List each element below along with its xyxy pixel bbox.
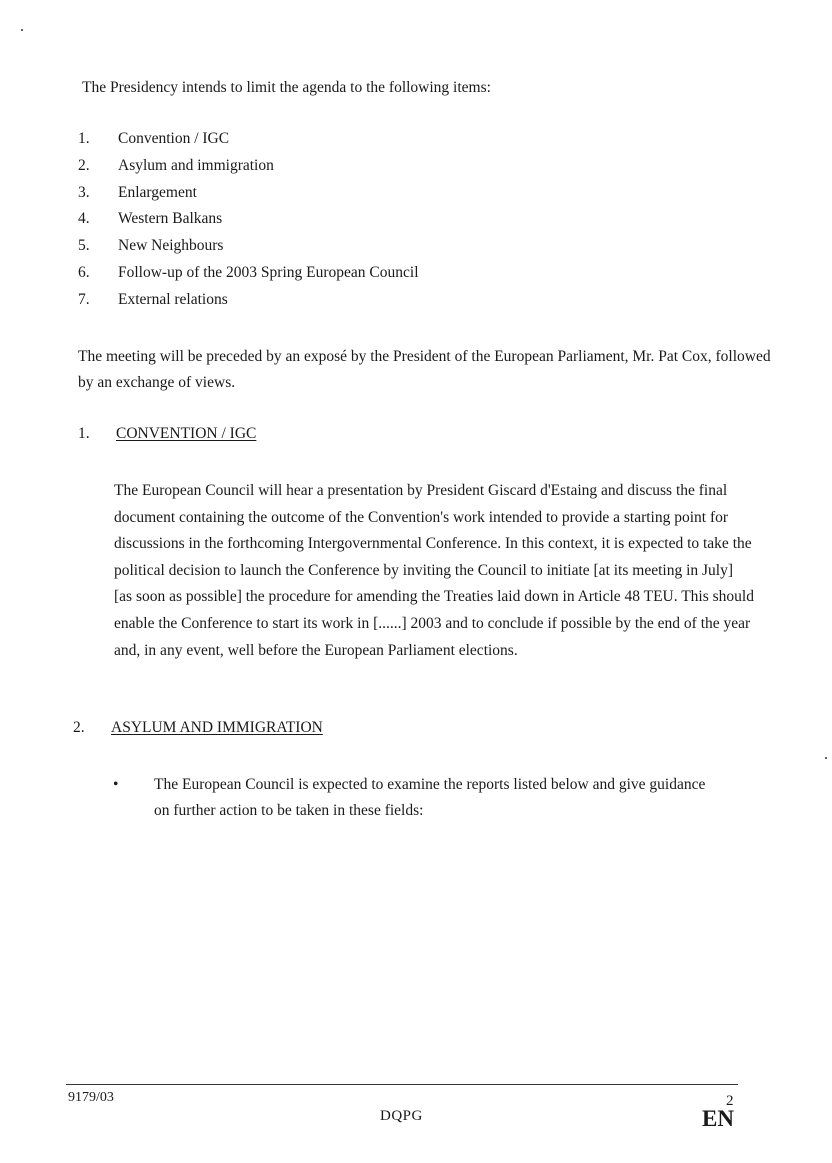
page-number: 2: [726, 1093, 734, 1109]
language-code: EN: [702, 1106, 734, 1131]
agenda-item-number: 6.: [78, 263, 90, 281]
section-title: ASYLUM AND IMMIGRATION: [111, 719, 323, 736]
convention-paragraph: The European Council will hear a presentation by President Giscard d'Estaing and discuss the final document containing the outcome of the Convention's work intended to provide a starting point for discussions in the forthcoming Intergovernmental Conference. In this context, it is expected to take the political decision to launch the Conference by inviting the Council to initiate [at its meeting in July] [as soon as possible] the procedure for amending the Treaties laid down in Article 48 TEU. This should enable the Conference to start its work in [......] 2003 and to conclude if possible by the end of the year and, in any event, well before the European Parliament elections.: [114, 482, 754, 659]
section-title: CONVENTION / IGC: [116, 425, 257, 442]
section-number: 1.: [78, 425, 90, 442]
footer-divider: [66, 1084, 738, 1085]
agenda-item-number: 1.: [78, 130, 90, 147]
agenda-item: [78, 126, 419, 153]
agenda-item-number: 2.: [78, 156, 90, 174]
preceded-paragraph: The meeting will be preceded by an exposé by the President of the European Parliament, Mr. Pat Cox, followed by an exchange of views.: [78, 348, 771, 391]
section-heading-convention: [78, 422, 256, 446]
agenda-item-number: 3.: [78, 183, 90, 201]
section-number: 2.: [73, 719, 85, 736]
agenda-item-label: Asylum and immigration: [118, 156, 274, 174]
scan-speck: [21, 29, 23, 31]
agenda-item: [78, 153, 419, 180]
agenda-item-number: 5.: [78, 237, 90, 255]
agenda-item: [78, 233, 419, 260]
agenda-item: [78, 260, 419, 287]
bullet-item: [110, 772, 710, 824]
bullet-point: •: [113, 776, 119, 793]
agenda-intro: The Presidency intends to limit the agenda to the following items:: [82, 79, 491, 96]
bullet-text: The European Council is expected to examine the reports listed below and give guidance on further action to be taken in these fields:: [154, 776, 706, 819]
department-code: DQPG: [380, 1108, 423, 1124]
agenda-item-label: Enlargement: [118, 183, 197, 201]
agenda-item-label: New Neighbours: [118, 237, 224, 255]
agenda-item: [78, 287, 419, 314]
agenda-item-label: External relations: [118, 290, 228, 308]
section-heading-asylum: [73, 716, 323, 740]
agenda-item-label: Western Balkans: [118, 210, 223, 228]
document-number: 9179/03: [68, 1090, 114, 1105]
agenda-list: [78, 126, 419, 314]
agenda-item-label: Convention / IGC: [118, 130, 230, 147]
agenda-item-label: Follow-up of the 2003 Spring European Council: [118, 263, 419, 281]
agenda-item-number: 7.: [78, 290, 90, 308]
scan-speck: [825, 757, 827, 759]
agenda-item-number: 4.: [78, 210, 90, 228]
agenda-item: [78, 180, 419, 207]
agenda-item: [78, 206, 419, 233]
